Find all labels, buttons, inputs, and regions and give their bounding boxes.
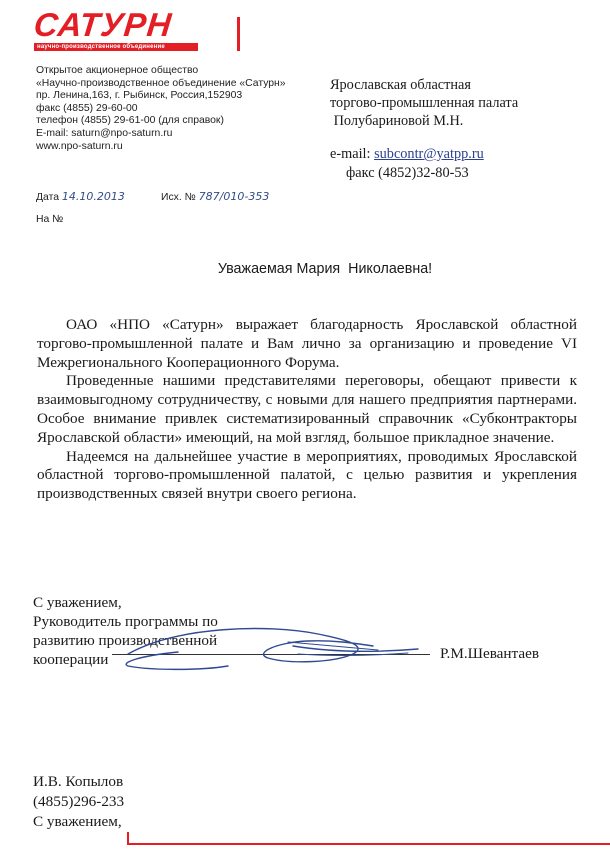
closing-line: Руководитель программы по [33, 613, 218, 630]
logo-subtitle: научно-производственное объединение [34, 43, 198, 51]
sender-line: факс (4855) 29-60-00 [36, 102, 138, 114]
recipient-email-row [330, 145, 484, 164]
in-reply-label: На № [36, 214, 64, 225]
sender-website: www.npo-saturn.ru [36, 140, 123, 152]
footer-red-rule-corner [127, 832, 129, 845]
logo-wordmark: САТУРН [32, 6, 174, 43]
contact-name: И.В. Копылов [33, 773, 124, 790]
recipient-email-link[interactable]: subcontr@yatpp.ru [374, 146, 484, 162]
sender-line: телефон (4855) 29-61-00 (для справок) [36, 115, 224, 127]
sender-address-block [36, 65, 296, 153]
body-paragraph: ОАО «НПО «Сатурн» выражает благодарность Ярославской областной торгово-промышленной палате и Вам лично за организацию и проведение VI Межрегионального Кооперационного Форума. [37, 316, 577, 371]
contact-person-block [33, 772, 124, 832]
email-label: e-mail: [330, 146, 375, 162]
header-red-rule [237, 17, 240, 51]
greeting: Уважаемая Мария Николаевна! [217, 261, 433, 277]
recipient-block [330, 76, 518, 130]
date-field [36, 190, 125, 203]
sender-email: E-mail: saturn@npo-saturn.ru [36, 127, 173, 139]
ref-value: 787/010-353 [198, 190, 270, 203]
closing-line: кооперации [33, 651, 109, 668]
closing-line: С уважением, [33, 594, 122, 611]
handwritten-signature [118, 616, 438, 676]
letter-body [37, 316, 577, 504]
sender-line: Открытое акционерное общество [36, 65, 199, 76]
signer-name: Р.М.Шевантаев [440, 645, 540, 662]
sender-line: пр. Ленина,163, г. Рыбинск, Россия,152903 [36, 90, 243, 102]
sender-line: «Научно-производственное объединение «Сатурн» [36, 77, 286, 89]
recipient-line: Ярославская областная [330, 77, 471, 93]
date-label: Дата [36, 192, 60, 203]
recipient-line: торгово-промышленная палата [330, 95, 519, 111]
footer-red-rule [127, 843, 610, 845]
recipient-contacts [330, 145, 484, 183]
recipient-fax: факс (4852)32-80-53 [346, 165, 469, 181]
ref-label: Исх. № [161, 192, 196, 203]
company-logo [34, 8, 198, 51]
outgoing-ref-field [161, 190, 269, 203]
contact-closing: С уважением, [33, 813, 122, 830]
date-value: 14.10.2013 [61, 190, 125, 203]
body-paragraph: Проведенные нашими представителями переговоры, обещают привести к взаимовыгодному сотрудничеству, с новыми для нашего предприятия партнерами. Особое внимание привлек систематизированный справочник «Субконтракторы Ярославской области» имеющий, на мой взгляд, большое прикладное значение. [37, 372, 577, 446]
closing-line: развитию производственной [33, 632, 218, 649]
contact-phone: (4855)296-233 [33, 793, 125, 810]
body-paragraph: Надеемся на дальнейшее участие в мероприятиях, проводимых Ярославской областной торгово-промышленной палатой, с целью развития и укрепления производственных связей внутри своего региона. [37, 447, 577, 503]
recipient-name: Полубариновой М.Н. [330, 113, 464, 129]
